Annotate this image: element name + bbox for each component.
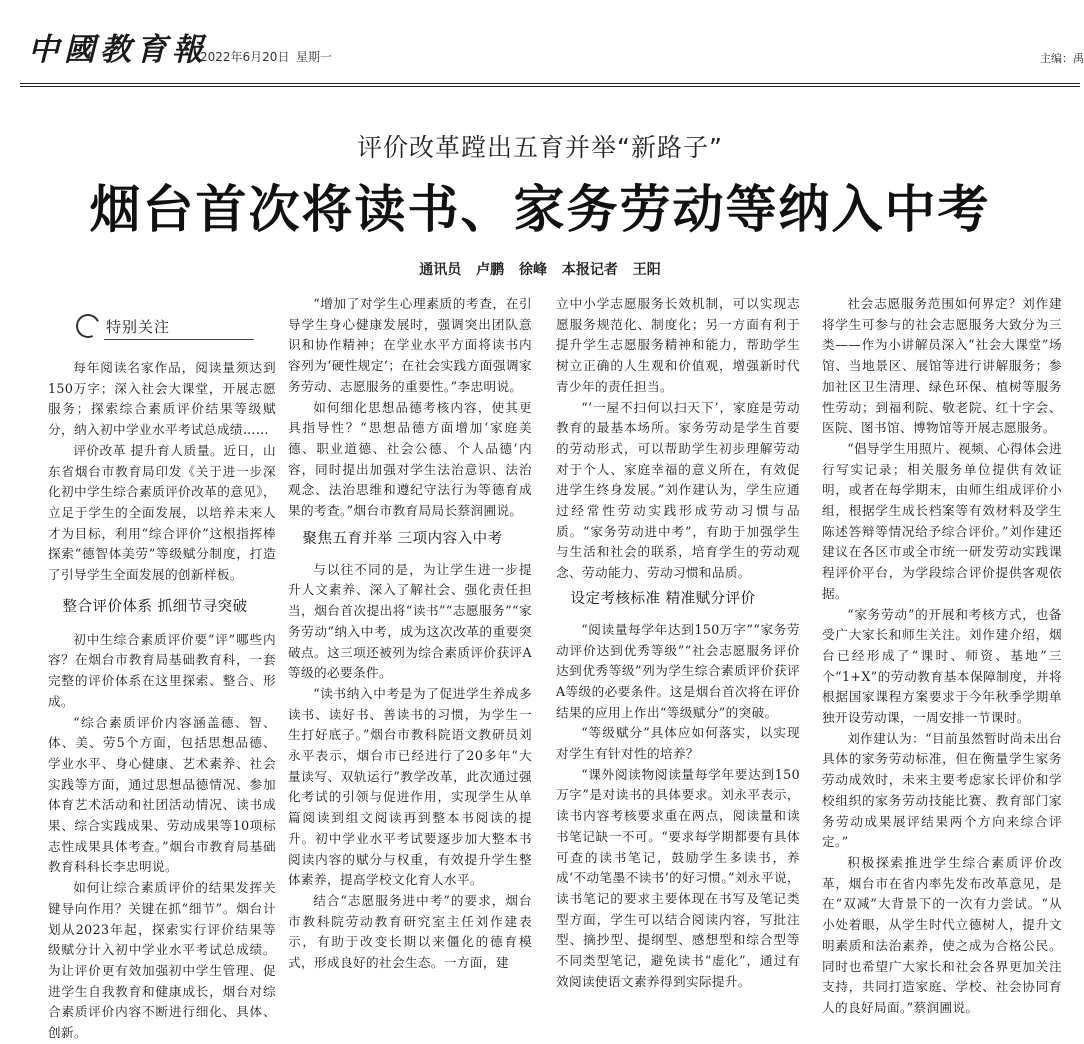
paragraph: 立中小学志愿服务长效机制，可以实现志愿服务规范化、制度化；另一方面有利于提升学生志愿服务精神和能力，帮助学生树立正确的人生观和价值观，增强新时代青少年的责任担当。 [556,296,800,394]
article-kicker: 评价改革蹚出五育并举“新路子” [357,133,723,162]
paragraph: 社会志愿服务范围如何界定？刘作建将学生可参与的社会志愿服务大致分为三类——作为小讲解员深入“社会大课堂”场馆、当地景区、展馆等进行讲解服务；参加社区卫生清理、绿色环保、植树等服务性劳动；到福利院、敬老院、红十字会、医院、图书馆、博物馆等开展志愿服务。 [822,296,1062,436]
paragraph: “等级赋分”具体应如何落实，以实现对学生有针对性的培养？ [556,725,800,762]
special-focus-badge [48,294,276,348]
article-column-4 [822,294,1062,1015]
paragraph: 刘作建认为：“目前虽然暂时尚未出台具体的家务劳动标准，但在衡量学生家务劳动成效时，未来主要考虑家长评价和学校组织的家务劳动技能比赛、教育部门家务劳动成果展评结果两个方向来综合评定。” [822,730,1062,850]
paragraph: “倡导学生用照片、视频、心得体会进行写实记录；相关服务单位提供有效证明，或者在每学期末，由师生组成评价小组，根据学生成长档案等有效材料及学生陈述答辩等情况给予综合评价。”刘作建还建议在各区市或全市统一研发劳动实践课程评价平台，为学段综合评价提供客观依据。 [822,440,1062,601]
section-subhead: 设定考核标准 精准赋分评价 [570,590,756,607]
paragraph: “家务劳动”的开展和考核方式，也备受广大家长和师生关注。刘作建介绍，烟台已经形成了“课时、师资、基地”三个“1+X”的劳动教育基本保障制度，并将根据国家课程方案要求于今年秋季学期单独开设劳动课，一周安排一节课时。 [822,606,1062,726]
article-column-3 [556,294,800,989]
issue-weekday: 星期一 [296,50,333,64]
paragraph: 评价改革 提升育人质量。近日，山东省烟台市教育局印发《关于进一步深化初中学生综合素质评价改革的意见》，立足于学生的全面发展，以培养未来人才为目标，利用“综合评价”这根指挥棒探索“德智体美劳”等级赋分制度，打造了引导学生全面发展的创新样板。 [48,442,276,583]
article-byline: 通讯员 卢鹏 徐峰 本报记者 王阳 [419,262,661,278]
masthead-rule [20,83,1080,84]
paragraph: “课外阅读物阅读量每学年要达到150万字”是对读书的具体要求。刘永平表示，读书内容考核要求重在两点，阅读量和读书笔记缺一不可。“要求每学期都要有具体可查的读书笔记，鼓励学生多读书，养成‘不动笔墨不读书’的好习惯。”刘永平说，读书笔记的要求主要体现在书写及笔记类型方面，学生可以结合阅读内容，写批注型、摘抄型、提纲型、感想型和综合型等不同类型笔记，避免读书“虚化”，通过有效阅读使语文素养得到实际提升。 [556,766,800,989]
paragraph: “阅读量每学年达到150万字”“家务劳动评价达到优秀等级”“社会志愿服务评价达到优秀等级”列为学生综合素质评价获评A等级的必要条件。这是烟台首次将在评价结果的应用上作出“等级赋分”的突破。 [556,621,800,720]
paragraph: “‘一屋不扫何以扫天下’，家庭是劳动教育的最基本场所。家务劳动是学生首要的劳动形式，可以帮助学生初步理解劳动对于个人、家庭幸福的意义所在，有效促进学生终身发展。”刘作建认为，学生应通过经常性劳动实践形成劳动习惯与品质。“家务劳动进中考”，有助于加强学生与生活和社会的联系，培育学生的劳动观念、劳动能力、劳动习惯和品质。 [556,399,800,581]
article-headline: 烟台首次将读书、家务劳动等纳入中考 [89,180,991,240]
section-subhead: 整合评价体系 抓细节寻突破 [62,598,248,615]
paragraph: 如何细化思想品德考核内容，使其更具指导性？“思想品德方面增加‘家庭美德、职业道德、社会公德、个人品德’内容，同时提出加强对学生法治意识、法治观念、法治思维和遵纪守法行为等德育成果的考查。”烟台市教育局局长蔡润圃说。 [288,399,532,519]
newspaper-logo: 中國教育報 [28,32,208,68]
paragraph: “增加了对学生心理素质的考查，在引导学生身心健康发展时，强调突出团队意识和协作精神；在学业水平方面将读书内容列为‘硬性规定’；在社会实践方面强调家务劳动、志愿服务的重要性。”李忠明说。 [288,296,532,394]
paragraph: 积极探索推进学生综合素质评价改革，烟台市在省内率先发布改革意见，是在“双减”大背景下的一次有力尝试。“从小处着眼，从学生时代立德树人，提升文明素质和法治素养，使之成为合格公民。同时也希望广大家长和社会各界更加关注支持，共同打造家庭、学校、社会协同育人的良好局面。”蔡润圃说。 [822,854,1062,1015]
paragraph: 初中生综合素质评价要“评”哪些内容？在烟台市教育局基础教育科，一套完整的评价体系在这里探索、整合、形成。 [48,631,276,709]
badge-underline [104,339,254,340]
paragraph: “读书纳入中考是为了促进学生养成多读书、读好书、善读书的习惯，为学生一生打好底子。”烟台市教科院语文教研员刘永平表示，烟台市已经进行了20多年“大量读写、双轨运行”教学改革，此次通过强化考试的引领与促进作用，实现学生从单篇阅读到组文阅读再到整本书阅读的提升。初中学业水平考试要逐步加大整本书阅读内容的赋分与权重，有效提升学生整体素养，提高学校文化育人水平。 [288,685,532,888]
paragraph: “综合素质评价内容涵盖德、智、体、美、劳5个方面，包括思想品德、学业水平、身心健康、艺术素养、社会实践等方面，通过思想品德情况、参加体育艺术活动和社团活动情况、读书成果、综合实践成果、劳动成果等10项标志性成果具体考查。”烟台市教育局基础教育科科长李忠明说。 [48,714,276,875]
paragraph: 如何让综合素质评价的结果发挥关键导向作用？关键在抓“细节”。烟台计划从2023年起，探索实行评价结果等级赋分计入初中学业水平考试总成绩。为让评价更有效加强初中学生管理、促进学生自我教育和健康成长，烟台对综合素质评价内容不断进行细化、具体、创新。 [48,880,276,1041]
editor-credit: 主编：禹 [1040,52,1084,65]
section-subhead: 聚焦五育并举 三项内容入中考 [302,530,503,547]
masthead [0,0,1084,88]
masthead-rule-secondary [20,86,1080,87]
paragraph: 每年阅读名家作品，阅读量须达到150万字；深入社会大课堂，开展志愿服务；探索综合素质评价结果等级赋分，纳入初中学业水平考试总成绩…… [48,360,276,438]
paragraph: 结合“志愿服务进中考”的要求，烟台市教科院劳动教育研究室主任刘作建表示，有助于改变长期以来僵化的德育模式，形成良好的社会生态。一方面，建 [288,892,532,971]
paragraph: 与以往不同的是，为让学生进一步提升人文素养、深入了解社会、强化责任担当，烟台首次提出将“读书”“志愿服务”“家务劳动”纳入中考，成为这次改革的重要突破点。这三项还被列为综合素质评价获评A等级的必要条件。 [288,561,532,681]
issue-date: 2022年6月20日 [200,50,290,64]
badge-label: 特别关注 [106,318,171,336]
article-column-1 [48,294,276,1041]
article-column-2 [288,294,532,971]
badge-swirl-icon [73,311,104,342]
